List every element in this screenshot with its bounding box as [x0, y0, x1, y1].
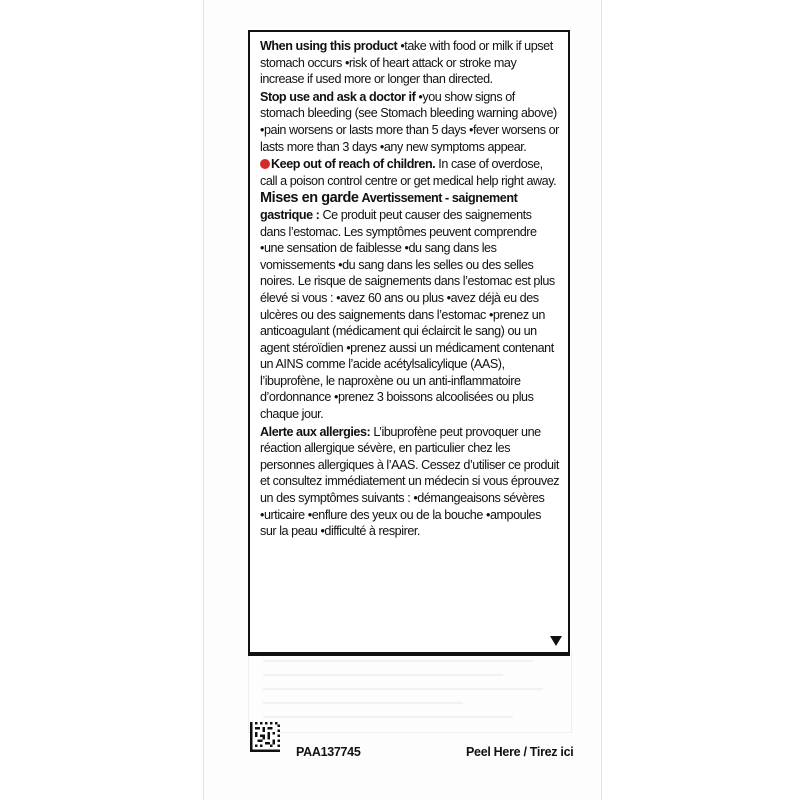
allergy-section	[260, 424, 560, 540]
warnings-panel	[248, 30, 570, 656]
french-section	[260, 190, 560, 422]
when-using-bullet2: risk of heart attack or stroke may increase if used more or longer than directed.	[260, 55, 517, 87]
french-s2: du sang dans les vomissements	[260, 241, 497, 272]
french-s1: une sensation de faiblesse	[263, 241, 402, 256]
stop-use-b3: fever worsens or lasts more than 3 days	[260, 122, 559, 154]
product-code: PAA137745	[296, 745, 361, 759]
stop-use-b4: any new symptoms appear.	[383, 139, 527, 154]
peel-here-tab[interactable]: Peel Here / Tirez ici	[466, 745, 574, 759]
when-using-section	[260, 38, 560, 88]
allergy-text: L’ibuprofène peut provoquer une réaction allergique sévère, en particulier chez les personnes allergiques à l’AAS. Cessez d’utiliser ce produit et consultez immédiatement un médecin si vous éprouvez un des symptômes suivants :	[260, 424, 560, 506]
allergy-a4: ampoules sur la peau	[260, 507, 541, 539]
keep-out-heading: Keep out of reach of children.	[271, 157, 436, 172]
allergy-a3: enflure des yeux ou de la bouche	[311, 507, 483, 522]
french-subheading: Avertissement - saignement gastrique :	[260, 191, 518, 222]
when-using-text: take with food or milk if upset stomach occurs	[260, 39, 553, 70]
stop-use-heading: Stop use and ask a doctor if	[260, 89, 416, 104]
french-r1: avez 60 ans ou plus	[340, 290, 444, 305]
french-intro: Ce produit peut causer des saignements dans l’estomac. Les symptômes peuvent comprendre	[260, 207, 537, 239]
french-title: Mises en garde	[260, 190, 359, 207]
keep-out-text: In case of overdose, call a poison control centre or get medical help right away.	[260, 157, 557, 188]
french-r4: prenez aussi un médicament contenant un AINS comme l’acide acétylsalicylique (AAS), l’ibuprofène, le naproxène ou un anti-inflammatoire d’ordonnance	[260, 340, 554, 405]
data-matrix-code-icon	[250, 722, 280, 752]
show-through-background	[248, 652, 572, 733]
french-r5: prenez 3 boissons alcoolisées ou plus chaque jour.	[260, 390, 534, 422]
continue-down-arrow-icon	[550, 636, 562, 646]
french-risk: Le risque de saignements dans l’estomac est plus élevé si vous :	[260, 274, 555, 305]
keep-out-section	[260, 156, 560, 189]
allergy-a2: urticaire	[263, 507, 305, 522]
when-using-heading: When using this product	[260, 39, 398, 53]
red-bullet-dot-icon	[260, 159, 270, 169]
warnings-text	[260, 38, 560, 541]
french-r3: prenez un anticoagulant (médicament qui éclaircit le sang) ou un agent stéroïdien	[260, 307, 545, 355]
french-r2: avez déjà eu des ulcères ou des saignements dans l’estomac	[260, 290, 539, 322]
stop-use-section	[260, 89, 560, 155]
stop-use-b2: pain worsens or lasts more than 5 days	[263, 122, 466, 137]
allergy-a5: difficulté à respirer.	[324, 524, 420, 539]
stop-use-b1: you show signs of stomach bleeding (see Stomach bleeding warning above)	[260, 89, 557, 121]
allergy-heading: Alerte aux allergies:	[260, 424, 371, 439]
french-s3: du sang dans les selles ou des selles noires.	[260, 257, 534, 289]
allergy-a1: démangeaisons sévères	[417, 491, 545, 506]
